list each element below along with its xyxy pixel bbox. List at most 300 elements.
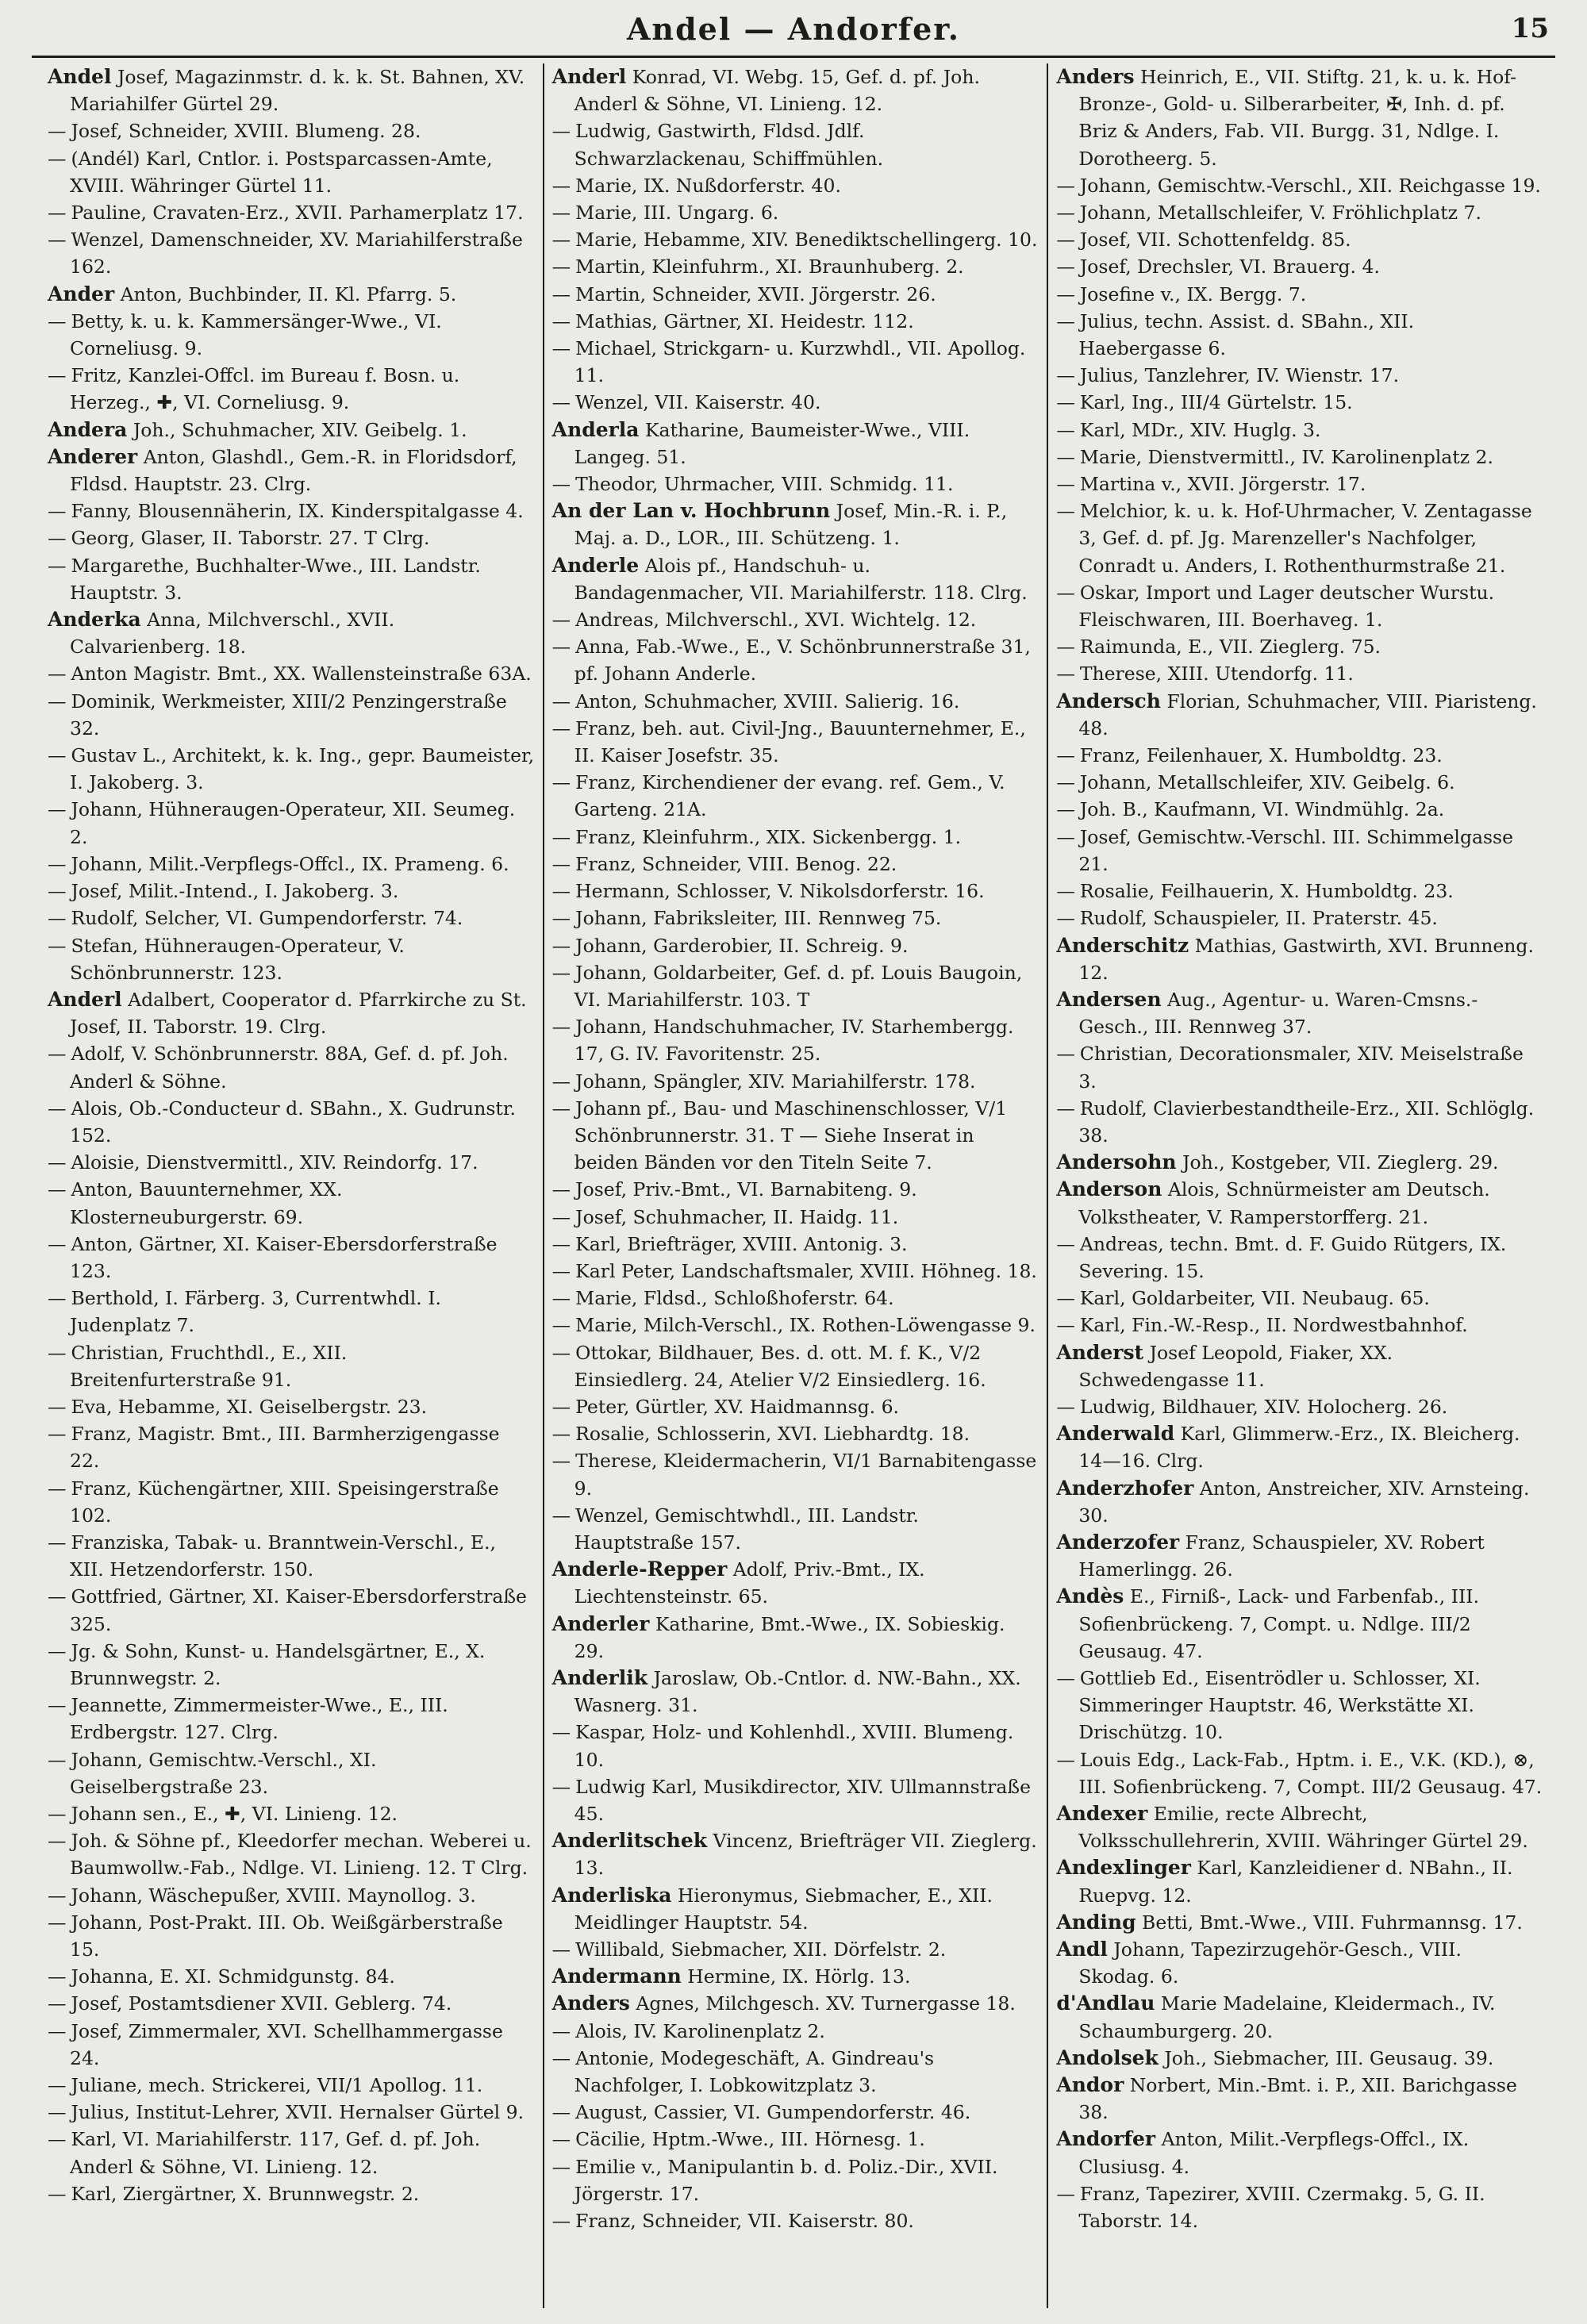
entry-text: (Andél) Karl, Cntlor. i. Postsparcassen-Amte, XVIII. Währinger Gürtel 11. (70, 147, 493, 197)
directory-entry (1056, 63, 1543, 172)
entry-dash: — (48, 1965, 67, 1988)
entry-dash: — (48, 1992, 67, 2015)
entry-dash: — (48, 1341, 67, 1364)
directory-entry (48, 2126, 535, 2180)
entry-text: Norbert, Min.-Bmt. i. P., XII. Barichgasse 38. (1078, 2074, 1517, 2124)
directory-entry (1056, 1990, 1543, 2044)
column-3 (1047, 63, 1551, 2308)
directory-entry (48, 932, 535, 986)
directory-entry (48, 1529, 535, 1583)
directory-entry (1056, 1393, 1543, 1420)
directory-entry (48, 1963, 535, 1990)
entry-text: Berthold, I. Färberg. 3, Currentwhdl. I. Judenplatz 7. (70, 1287, 441, 1337)
entry-text: Gustav L., Architekt, k. k. Ing., gepr. Baumeister, I. Jakoberg. 3. (70, 744, 535, 794)
entry-text: Josef, VII. Schottenfeldg. 85. (1079, 229, 1351, 252)
entry-dash: — (48, 934, 67, 957)
entry-text: Karl, MDr., XIV. Huglg. 3. (1079, 418, 1321, 441)
entry-text: Josef, Schneider, XVIII. Blumeng. 28. (71, 120, 421, 143)
directory-entry (48, 2180, 535, 2207)
entry-dash: — (48, 120, 67, 143)
directory-entry (1056, 308, 1543, 362)
entry-dash: — (551, 1395, 571, 1418)
entry-surname: Andersohn (1056, 1150, 1177, 1174)
entry-dash: — (1056, 1395, 1075, 1418)
entry-dash: — (48, 2182, 67, 2205)
entry-text: Anton, Gärtner, XI. Kaiser-Ebersdorferstraße 123. (70, 1232, 498, 1282)
entry-dash: — (551, 609, 571, 632)
directory-entry (1056, 1176, 1543, 1230)
directory-entry (552, 824, 1039, 851)
directory-entry (48, 1638, 535, 1692)
entry-dash: — (48, 1639, 67, 1662)
entry-dash: — (1056, 771, 1075, 794)
entry-text: Jeannette, Zimmermeister-Wwe., E., III. Erdbergstr. 127. Clrg. (70, 1694, 448, 1744)
directory-entry (552, 2018, 1039, 2045)
directory-entry (1056, 1285, 1543, 1312)
entry-text: Wenzel, Damenschneider, XV. Mariahilferstraße 162. (70, 229, 523, 278)
entry-text: Peter, Gürtler, XV. Haidmannsg. 6. (575, 1395, 900, 1418)
entry-text: Ludwig, Bildhauer, XIV. Holocherg. 26. (1079, 1395, 1448, 1418)
entry-dash: — (1056, 798, 1075, 821)
entry-dash: — (551, 174, 571, 197)
entry-dash: — (1056, 1097, 1075, 1120)
entry-text: Johann, Spängler, XIV. Mariahilferstr. 178. (575, 1070, 976, 1093)
entry-dash: — (551, 1314, 571, 1337)
entry-text: Marie Madelaine, Kleidermach., IV. Schaumburgerg. 20. (1078, 1992, 1496, 2042)
directory-entry (1056, 932, 1543, 986)
entry-dash: — (48, 1178, 67, 1201)
entry-text: Dominik, Werkmeister, XIII/2 Penzingerstraße 32. (70, 690, 507, 739)
entry-text: Julius, Institut-Lehrer, XVII. Hernalser Gürtel 9. (71, 2101, 525, 2124)
entry-text: Willibald, Siebmacher, XII. Dörfelstr. 2. (575, 1938, 947, 1961)
entry-dash: — (1056, 418, 1075, 441)
entry-text: Ottokar, Bildhauer, Bes. d. ott. M. f. K., V/2 Einsiedlerg. 24, Atelier V/2 Einsiedlerg. 16. (574, 1341, 986, 1391)
directory-entry (552, 497, 1039, 551)
entry-text: Franziska, Tabak- u. Branntwein-Verschl., E., XII. Hetzendorferstr. 150. (70, 1531, 497, 1581)
entry-text: Karl, Kanzleidiener d. NBahn., II. Ruepvg. 12. (1078, 1857, 1513, 1907)
entry-text: Julius, techn. Assist. d. SBahn., XII. Haebergasse 6. (1078, 309, 1415, 360)
entry-text: Martin, Kleinfuhrm., XI. Braunhuberg. 2. (575, 255, 964, 278)
entry-text: Betty, k. u. k. Kammersänger-Wwe., VI. Corneliusg. 9. (70, 309, 442, 360)
entry-dash: — (48, 1585, 67, 1608)
entry-text: Therese, XIII. Utendorfg. 11. (1079, 663, 1354, 686)
directory-entry (552, 2126, 1039, 2153)
entry-text: Betti, Bmt.-Wwe., VIII. Fuhrmannsg. 17. (1142, 1911, 1523, 1934)
entry-text: Adolf, V. Schönbrunnerstr. 88A, Gef. d. pf. Joh. Anderl & Söhne. (70, 1043, 509, 1093)
directory-entry (48, 1393, 535, 1420)
entry-text: Franz, Tapezirer, XVIII. Czermakg. 5, G. II. Taborstr. 14. (1078, 2182, 1485, 2233)
entry-dash: — (1056, 282, 1075, 305)
entry-text: Josef, Schuhmacher, II. Haidg. 11. (575, 1205, 899, 1228)
directory-entry (48, 417, 535, 444)
directory-entry (552, 1665, 1039, 1719)
entry-surname: Anderschitz (1056, 933, 1189, 957)
entry-dash: — (551, 120, 571, 143)
directory-entry (1056, 2045, 1543, 2072)
directory-entry (552, 1420, 1039, 1447)
entry-dash: — (1056, 229, 1075, 252)
entry-text: Joh., Siebmacher, III. Geusaug. 39. (1164, 2046, 1494, 2069)
directory-entry (1056, 1339, 1543, 1393)
entry-text: Cäcilie, Hptm.-Wwe., III. Hörnesg. 1. (575, 2128, 925, 2151)
directory-entry (1056, 1909, 1543, 1936)
directory-entry (48, 2018, 535, 2072)
entry-dash: — (48, 1043, 67, 1066)
entry-text: Johann, Hühneraugen-Operateur, XII. Seumeg. 2. (70, 798, 516, 848)
directory-entry (1056, 1665, 1543, 1746)
entry-surname: Anderler (551, 1611, 650, 1635)
directory-entry (552, 959, 1039, 1013)
entry-surname: Andersen (1056, 987, 1162, 1011)
entry-text: Josef, Priv.-Bmt., VI. Barnabiteng. 9. (575, 1178, 917, 1201)
entry-text: Ludwig Karl, Musikdirector, XIV. Ullmannstraße 45. (574, 1775, 1031, 1825)
entry-dash: — (551, 2210, 571, 2233)
entry-text: Eva, Hebamme, XI. Geiselbergstr. 23. (71, 1395, 428, 1418)
directory-entry (552, 417, 1039, 471)
entry-text: Franz, Schauspieler, XV. Robert Hamerlingg. 26. (1078, 1531, 1485, 1581)
entry-text: Gottlieb Ed., Eisentrödler u. Schlosser, XI. Simmeringer Hauptstr. 46, Werkstätte XI. Drischützg. 10. (1078, 1666, 1481, 1744)
entry-surname: Anderst (1056, 1340, 1144, 1364)
directory-entry (1056, 660, 1543, 687)
entry-text: Alois pf., Handschuh- u. Bandagenmacher, VII. Mariahilferstr. 118. Clrg. (574, 554, 1028, 604)
directory-entry (1056, 2072, 1543, 2126)
entry-surname: Anders (1056, 65, 1135, 88)
entry-text: Anton, Anstreicher, XIV. Arnsteing. 30. (1078, 1477, 1530, 1527)
entry-text: Andreas, techn. Bmt. d. F. Guido Rütgers, IX. Severing. 15. (1078, 1232, 1507, 1282)
entry-dash: — (551, 1016, 571, 1039)
column-1 (40, 63, 543, 2308)
directory-entry (1056, 1529, 1543, 1583)
entry-text: Wenzel, VII. Kaiserstr. 40. (575, 391, 821, 414)
directory-entry (552, 878, 1039, 905)
entry-text: Ludwig, Gastwirth, Fldsd. Jdlf. Schwarzlackenau, Schiffmühlen. (574, 120, 884, 170)
entry-surname: Anderl (48, 987, 122, 1011)
entry-dash: — (1056, 1043, 1075, 1066)
entry-dash: — (48, 554, 67, 577)
entry-text: Alois, Ob.-Conducteur d. SBahn., X. Gudrunstr. 152. (70, 1097, 516, 1147)
directory-entry (48, 1040, 535, 1094)
entry-text: Jaroslaw, Ob.-Cntlor. d. NW.-Bahn., XX. Wasnerg. 31. (574, 1666, 1021, 1717)
directory-entry (552, 1556, 1039, 1610)
entry-text: Martin, Schneider, XVII. Jörgerstr. 26. (575, 282, 936, 305)
entry-dash: — (48, 147, 67, 170)
directory-entry (48, 1095, 535, 1149)
entry-text: Johann, Gemischtw.-Verschl., XI. Geiselbergstraße 23. (70, 1748, 377, 1798)
entry-text: Josef, Gemischtw.-Verschl. III. Schimmelgasse 21. (1078, 825, 1514, 875)
entry-text: Martina v., XVII. Jörgerstr. 17. (1079, 473, 1366, 496)
entry-dash: — (48, 229, 67, 252)
directory-entry (552, 1231, 1039, 1258)
entry-surname: Andexlinger (1056, 1856, 1191, 1880)
entry-text: Karl, Ziergärtner, X. Brunnwegstr. 2. (71, 2182, 420, 2205)
entry-text: Jg. & Sohn, Kunst- u. Handelsgärtner, E., X. Brunnwegstr. 2. (70, 1639, 486, 1689)
entry-text: Joh., Schuhmacher, XIV. Geibelg. 1. (133, 418, 467, 441)
entry-surname: Anderle-Repper (551, 1558, 728, 1581)
directory-entry (552, 199, 1039, 226)
directory-entry (552, 226, 1039, 253)
entry-dash: — (551, 716, 571, 739)
directory-entry (48, 1746, 535, 1800)
directory-entry (48, 1285, 535, 1339)
entry-text: Josef Leopold, Fiaker, XX. Schwedengasse 11. (1078, 1341, 1393, 1391)
directory-entry (552, 471, 1039, 497)
entry-text: Karl, Goldarbeiter, VII. Neubaug. 65. (1079, 1287, 1430, 1310)
entry-dash: — (551, 636, 571, 659)
entry-dash: — (48, 309, 67, 332)
entry-text: Melchior, k. u. k. Hof-Uhrmacher, V. Zentagasse 3, Gef. d. pf. Jg. Marenzeller's Nachfolger, Conradt u. Anders, I. Rothenthurmstraße 21. (1078, 500, 1532, 577)
entry-dash: — (551, 2019, 571, 2042)
directory-entry (552, 851, 1039, 878)
directory-entry (552, 1936, 1039, 1963)
entry-dash: — (48, 2019, 67, 2042)
entry-text: Kaspar, Holz- und Kohlenhdl., XVIII. Blumeng. 10. (574, 1721, 1014, 1771)
directory-entry (1056, 417, 1543, 444)
entry-text: Johann, Metallschleifer, V. Fröhlichplatz 7. (1079, 202, 1481, 225)
directory-entry (48, 851, 535, 878)
entry-text: Michael, Strickgarn- u. Kurzwhdl., VII. Apollog. 11. (574, 337, 1026, 387)
entry-text: Anton, Glashdl., Gem.-R. in Floridsdorf, Fldsd. Hauptstr. 23. Clrg. (70, 445, 517, 496)
header-rule (32, 56, 1555, 58)
entry-text: Franz, Kleinfuhrm., XIX. Sickenbergg. 1. (575, 825, 962, 848)
directory-entry (552, 281, 1039, 308)
entry-surname: Andexer (1056, 1802, 1148, 1825)
entry-text: Karl, Briefträger, XVIII. Antonig. 3. (575, 1232, 908, 1255)
directory-entry (552, 1013, 1039, 1067)
entry-text: Rosalie, Feilhauerin, X. Humboldtg. 23. (1079, 880, 1454, 903)
directory-entry (552, 63, 1039, 117)
directory-entry (552, 1176, 1039, 1203)
entry-dash: — (551, 2046, 571, 2069)
entry-text: Josef, Zimmermaler, XVI. Schellhammergasse 24. (70, 2019, 503, 2069)
directory-entry (552, 2099, 1039, 2126)
entry-text: Josef, Min.-R. i. P., Maj. a. D., LOR., III. Schützeng. 1. (574, 500, 1008, 550)
entry-surname: Ander (48, 282, 115, 305)
entry-text: Johann, Fabriksleiter, III. Rennweg 75. (575, 907, 942, 930)
entry-dash: — (1056, 636, 1075, 659)
entry-text: Gottfried, Gärtner, XI. Kaiser-Ebersdorferstraße 325. (70, 1585, 527, 1635)
entry-text: Johann, Gemischtw.-Verschl., XII. Reichgasse 19. (1079, 174, 1541, 197)
directory-entry (552, 335, 1039, 389)
entry-dash: — (551, 309, 571, 332)
entry-text: Anna, Milchverschl., XVII. Calvarienberg. 18. (70, 609, 395, 659)
entry-dash: — (1056, 907, 1075, 930)
entry-text: Louis Edg., Lack-Fab., Hptm. i. E., V.K. (KD.), ⊗, III. Sofienbrückeng. 7, Compt. III/2 Geusaug. 47. (1078, 1748, 1543, 1798)
entry-text: Hieronymus, Siebmacher, E., XII. Meidlinger Hauptstr. 54. (574, 1884, 993, 1934)
directory-entry (552, 1068, 1039, 1095)
entry-dash: — (551, 1775, 571, 1798)
entry-surname: Anderlik (551, 1665, 648, 1689)
entry-surname: Anderzofer (1056, 1530, 1180, 1554)
directory-entry (48, 742, 535, 796)
directory-entry (552, 172, 1039, 199)
entry-dash: — (1056, 445, 1075, 468)
directory-entry (48, 444, 535, 497)
entry-surname: Andera (48, 417, 128, 441)
entry-surname: Anderlitschek (551, 1829, 708, 1853)
directory-entry (1056, 1800, 1543, 1854)
entry-dash: — (48, 1884, 67, 1907)
entry-dash: — (48, 1423, 67, 1446)
entry-dash: — (551, 907, 571, 930)
entry-text: Raimunda, E., VII. Zieglerg. 75. (1079, 636, 1381, 659)
directory-entry (48, 1475, 535, 1529)
directory-entry (552, 688, 1039, 715)
entry-text: Joh. & Söhne pf., Kleedorfer mechan. Weberei u. Baumwollw.-Fab., Ndlge. VI. Linieng. 12. T Clrg. (70, 1830, 532, 1880)
directory-entry (1056, 796, 1543, 823)
directory-entry (48, 1176, 535, 1230)
entry-dash: — (48, 798, 67, 821)
directory-entry (48, 1583, 535, 1637)
entry-text: Johann, Milit.-Verpflegs-Offcl., IX. Prameng. 6. (71, 852, 509, 875)
directory-entry (1056, 1854, 1543, 1908)
entry-surname: Anderson (1056, 1177, 1162, 1201)
entry-text: Mathias, Gärtner, XI. Heidestr. 112. (575, 309, 914, 332)
entry-surname: Anderka (48, 608, 141, 632)
entry-text: Joh. B., Kaufmann, VI. Windmühlg. 2a. (1079, 798, 1445, 821)
entry-text: Josef, Postamtsdiener XVII. Geblerg. 74. (71, 1992, 452, 2015)
entry-surname: Anding (1056, 1910, 1136, 1934)
entry-dash: — (551, 2155, 571, 2178)
entry-dash: — (1056, 500, 1075, 523)
directory-entry (1056, 1936, 1543, 1990)
entry-text: Josefine v., IX. Bergg. 7. (1079, 282, 1307, 305)
entry-dash: — (551, 1938, 571, 1961)
entry-dash: — (551, 2128, 571, 2151)
directory-entry (48, 2072, 535, 2099)
entry-dash: — (48, 852, 67, 875)
entry-text: Therese, Kleidermacherin, VI/1 Barnabitengasse 9. (574, 1450, 1037, 1500)
entry-text: Karl Peter, Landschaftsmaler, XVIII. Höhneg. 18. (575, 1259, 1037, 1282)
entry-dash: — (551, 202, 571, 225)
entry-text: Johann, Post-Prakt. III. Ob. Weißgärberstraße 15. (70, 1911, 503, 1961)
entry-text: Karl, Fin.-W.-Resp., II. Nordwestbahnhof. (1079, 1314, 1468, 1337)
page-number: 15 (1511, 13, 1549, 44)
directory-entry (552, 2153, 1039, 2207)
entry-dash: — (1056, 309, 1075, 332)
entry-text: Johann pf., Bau- und Maschinenschlosser, V/1 Schönbrunnerstr. 31. T — Siehe Inserat in beiden Bänden vor den Titeln Seite 7. (574, 1097, 1008, 1174)
entry-text: Marie, Dienstvermittl., IV. Karolinenplatz 2. (1079, 445, 1493, 468)
entry-dash: — (551, 1287, 571, 1310)
entry-text: Katharine, Bmt.-Wwe., IX. Sobieskig. 29. (574, 1612, 1005, 1662)
entry-dash: — (551, 1178, 571, 1201)
entry-surname: An der Lan v. Hochbrunn (551, 499, 831, 523)
directory-entry (1056, 1746, 1543, 1800)
entry-dash: — (48, 527, 67, 550)
entry-dash: — (551, 473, 571, 496)
entry-dash: — (1056, 1314, 1075, 1337)
entry-dash: — (48, 364, 67, 387)
entry-text: Rosalie, Schlosserin, XVI. Liebhardtg. 18. (575, 1423, 970, 1446)
directory-entry (552, 1339, 1039, 1393)
entry-text: Franz, Schneider, VII. Kaiserstr. 80. (575, 2210, 914, 2233)
directory-entry (552, 308, 1039, 335)
entry-dash: — (48, 1477, 67, 1500)
directory-entry (1056, 1475, 1543, 1529)
directory-entry (48, 2099, 535, 2126)
entry-text: Franz, beh. aut. Civil-Jng., Bauunternehmer, E., II. Kaiser Josefstr. 35. (574, 716, 1026, 767)
entry-dash: — (48, 1911, 67, 1934)
entry-text: Josef, Magazinmstr. d. k. k. St. Bahnen, XV. Mariahilfer Gürtel 29. (70, 66, 525, 116)
directory-entry (1056, 253, 1543, 280)
directory-columns (40, 63, 1551, 2308)
directory-entry (48, 986, 535, 1040)
entry-text: Antonie, Modegeschäft, A. Gindreau's Nachfolger, I. Lobkowitzplatz 3. (574, 2046, 935, 2097)
directory-entry (1056, 824, 1543, 878)
directory-entry (552, 1827, 1039, 1881)
entry-text: Andreas, Milchverschl., XVI. Wichtelg. 12. (575, 609, 977, 632)
entry-text: Theodor, Uhrmacher, VIII. Schmidg. 11. (575, 473, 954, 496)
directory-entry (48, 226, 535, 280)
entry-text: Katharine, Baumeister-Wwe., VIII. Langeg. 51. (574, 418, 970, 468)
entry-surname: Andersch (1056, 689, 1161, 713)
entry-text: Johanna, E. XI. Schmidgunstg. 84. (71, 1965, 395, 1988)
entry-surname: Anders (551, 1992, 630, 2015)
entry-dash: — (551, 229, 571, 252)
entry-dash: — (48, 1232, 67, 1255)
directory-entry (1056, 389, 1543, 416)
entry-dash: — (48, 1097, 67, 1120)
entry-text: Joh., Kostgeber, VII. Zieglerg. 29. (1182, 1151, 1499, 1174)
entry-text: Adalbert, Cooperator d. Pfarrkirche zu St. Josef, II. Taborstr. 19. Clrg. (70, 988, 527, 1039)
entry-surname: Andel (48, 65, 112, 88)
entry-text: Juliane, mech. Strickerei, VII/1 Apollog. 11. (71, 2074, 483, 2097)
entry-text: Hermann, Schlosser, V. Nikolsdorferstr. 16. (575, 880, 985, 903)
entry-text: Johann, Garderobier, II. Schreig. 9. (575, 934, 909, 957)
directory-entry (48, 1882, 535, 1909)
entry-dash: — (1056, 880, 1075, 903)
directory-entry (552, 1719, 1039, 1773)
entry-text: Johann, Goldarbeiter, Gef. d. pf. Louis Baugoin, VI. Mariahilferstr. 103. T (574, 961, 1023, 1011)
entry-dash: — (1056, 744, 1075, 767)
directory-entry (552, 1095, 1039, 1177)
entry-text: Fanny, Blousennäherin, IX. Kinderspitalgasse 4. (71, 500, 524, 523)
directory-entry (552, 2207, 1039, 2234)
entry-dash: — (551, 391, 571, 414)
entry-text: Anton, Buchbinder, II. Kl. Pfarrg. 5. (120, 282, 457, 305)
directory-entry (48, 660, 535, 687)
directory-entry (1056, 905, 1543, 932)
directory-entry (1056, 1095, 1543, 1149)
entry-text: Rudolf, Clavierbestandtheile-Erz., XII. Schlöglg. 38. (1078, 1097, 1535, 1147)
entry-dash: — (1056, 1287, 1075, 1310)
directory-entry (48, 199, 535, 226)
entry-text: Rudolf, Schauspieler, II. Praterstr. 45. (1079, 907, 1438, 930)
directory-entry (48, 1827, 535, 1881)
entry-dash: — (48, 744, 67, 767)
directory-entry (552, 253, 1039, 280)
directory-entry (1056, 471, 1543, 497)
entry-text: Vincenz, Briefträger VII. Zieglerg. 13. (574, 1830, 1037, 1880)
running-head: Andel — Andorfer. (626, 11, 961, 47)
entry-dash: — (551, 934, 571, 957)
directory-entry (552, 2045, 1039, 2099)
directory-entry (48, 1800, 535, 1827)
directory-entry (552, 1990, 1039, 2017)
directory-entry (48, 1149, 535, 1176)
entry-dash: — (551, 825, 571, 848)
entry-surname: Anderzhofer (1056, 1476, 1194, 1500)
entry-dash: — (1056, 1748, 1075, 1771)
entry-text: Julius, Tanzlehrer, IV. Wienstr. 17. (1079, 364, 1400, 387)
directory-entry (1056, 281, 1543, 308)
entry-text: Anna, Fab.-Wwe., E., V. Schönbrunnerstraße 31, pf. Johann Anderle. (574, 636, 1031, 686)
entry-dash: — (48, 1395, 67, 1418)
entry-dash: — (48, 500, 67, 523)
entry-text: Aloisie, Dienstvermittl., XIV. Reindorfg. 17. (71, 1151, 478, 1174)
entry-text: Anton Magistr. Bmt., XX. Wallensteinstraße 63A. (71, 663, 532, 686)
entry-dash: — (1056, 1666, 1075, 1689)
entry-dash: — (551, 1423, 571, 1446)
